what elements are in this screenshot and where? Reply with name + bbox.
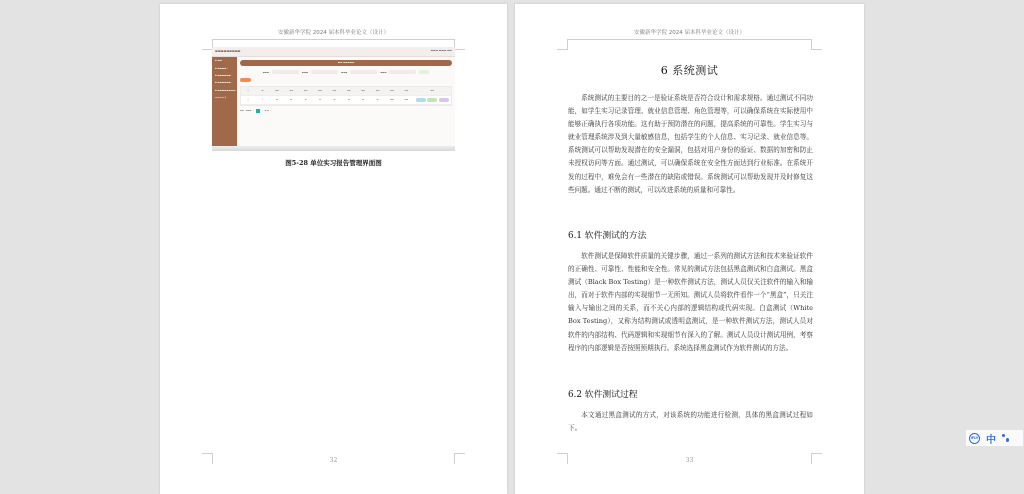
- ime-language-toggle[interactable]: 中: [986, 434, 996, 446]
- screenshot-sidebar-item: ▪ ▬▬▬▬▬▬▬▬: [215, 88, 236, 92]
- screenshot-filter-bar: [240, 70, 452, 74]
- screenshot-sidebar-item: ▪ ▬▬▬▬▬▬: [215, 81, 231, 85]
- chapter-title: 6 系统测试: [660, 64, 719, 77]
- screenshot-sidebar-item: ▪ ▬▬▬▬ ›: [215, 66, 229, 70]
- screenshot-main: [240, 60, 452, 145]
- punctuation-mode-icon[interactable]: [1002, 433, 1010, 443]
- screenshot-app-title: ▬▬▬▬▬▬▬▬▬: [215, 49, 241, 53]
- section-paragraph-6-2: 本文通过黑盒测试的方式，对该系统的功能进行检测，具体的黑盒测试过程如下。: [568, 411, 813, 433]
- pager-current-page: [256, 109, 260, 113]
- filter-input: [350, 70, 377, 74]
- margin-corner-mark: [454, 39, 465, 50]
- filter-label: ▬▬▬: [262, 70, 269, 74]
- screenshot-sidebar-item: ▪ ▬▬: [215, 59, 222, 63]
- page-number: 32: [329, 457, 338, 464]
- screenshot-breadcrumb-banner: ▬▬ ▬▬▬▬▬: [240, 60, 452, 66]
- header-rule: [212, 39, 455, 40]
- screenshot-sidebar: [212, 57, 237, 151]
- header-rule: [567, 39, 812, 40]
- screenshot-sidebar-item: ▪ ▬▬▬▬▬▬: [215, 73, 231, 77]
- page-header: 安徽新华学院 2024 届本科毕业论文（设计）: [634, 30, 745, 36]
- row-detail-button: [416, 98, 426, 102]
- section-paragraph-6-1: 软件测试是保障软件质量的关键步骤，通过一系列的测试方法和技术来验证软件的正确性、可靠性、性能和安全性。常见的测试方法包括黑盒测试和白盒测试。黑盒测试（Black Box Testing）是一种软件测试方法，测试人员仅关注软件的输入和输出，而对于软件内部的实现细节一无所知。测试人员将软件看作一个“黑盒”，只关注输入与输出之间的关系，而不关心内部的逻辑结构或代码实现。白盒测试（White Box Testing），又称为结构测试或透明盒测试，是一种软件测试方法，测试人员对软件的内部结构、代码逻辑和实现细节有深入的了解。测试人员设计测试用例，考察程序的内部逻辑是否按照预期执行。系统选择黑盒测试作为软件测试的方法。: [568, 252, 813, 352]
- screenshot-topbar: [212, 47, 455, 57]
- ime-toolbar[interactable]: [966, 430, 1023, 446]
- page-number: 33: [685, 457, 694, 464]
- screenshot-top-links: ▬▬▬ ▬▬▬ ▬▬: [430, 49, 452, 52]
- screenshot-sidebar-item-active: ▬▬▬▬ ▮: [215, 96, 227, 100]
- table-row: □ 1 ▬ ▬ ▬ ▬ ▬ ▬ ▬ ▬ ▬▬ ▬▬: [241, 96, 451, 105]
- filter-input: [311, 70, 338, 74]
- filter-search-button: [419, 70, 429, 74]
- document-page-32: [160, 4, 507, 494]
- row-edit-button: [427, 98, 437, 102]
- filter-label: ▬▬▬: [341, 70, 348, 74]
- filter-label: ▬▬▬: [380, 70, 387, 74]
- screenshot-pagination: ▬▬ ▬▬▬ ‹ › ▬ ▬: [240, 109, 269, 112]
- page-header: 安徽新华学院 2024 届本科毕业论文（设计）: [278, 30, 389, 36]
- section-title-6-2: 6.2 软件测试过程: [568, 390, 638, 400]
- table-header-row: □ ▬ ▬▬ ▬▬ ▬▬ ▬▬ ▬▬ ▬▬ ▬▬ ▬▬ ▬▬ ▬▬ ▬▬: [241, 87, 451, 96]
- figure-screenshot: [212, 47, 455, 151]
- figure-caption: 图5-28 单位实习报告管理界面图: [285, 159, 382, 167]
- intro-paragraph: 系统测试的主要目的之一是验证系统是否符合设计和需求规格。通过测试不同功能，如学生实习记录管理、就业信息管理、角色管理等，可以确保系统在实际使用中能够正确执行各项功能。这有助于预防潜在的问题，提高系统的可靠性。学生实习与就业管理系统涉及到大量敏感信息，包括学生的个人信息、实习记录、就业信息等。系统测试可以帮助发现潜在的安全漏洞，包括对用户身份的验证、数据的加密和防止未授权访问等方面。通过测试，可以确保系统在安全性方面达到行业标准。在系统开发的过程中，难免会有一些潜在的缺陷或错误。系统测试可以帮助发现并及时修复这些问题。通过不断的测试，可以改进系统的质量和可靠性。: [568, 94, 813, 194]
- filter-input: [272, 70, 299, 74]
- document-page-33: [515, 4, 864, 494]
- row-delete-button: [439, 98, 449, 102]
- ifly-logo-icon[interactable]: iFLY: [969, 433, 980, 444]
- margin-corner-mark: [811, 39, 822, 50]
- filter-label: ▬▬▬: [301, 70, 308, 74]
- section-title-6-1: 6.1 软件测试的方法: [568, 231, 647, 241]
- screenshot-add-button: [240, 78, 251, 82]
- filter-input: [389, 70, 416, 74]
- screenshot-bottom-bar: [212, 146, 455, 151]
- screenshot-table: [240, 86, 452, 106]
- margin-corner-mark: [557, 39, 568, 50]
